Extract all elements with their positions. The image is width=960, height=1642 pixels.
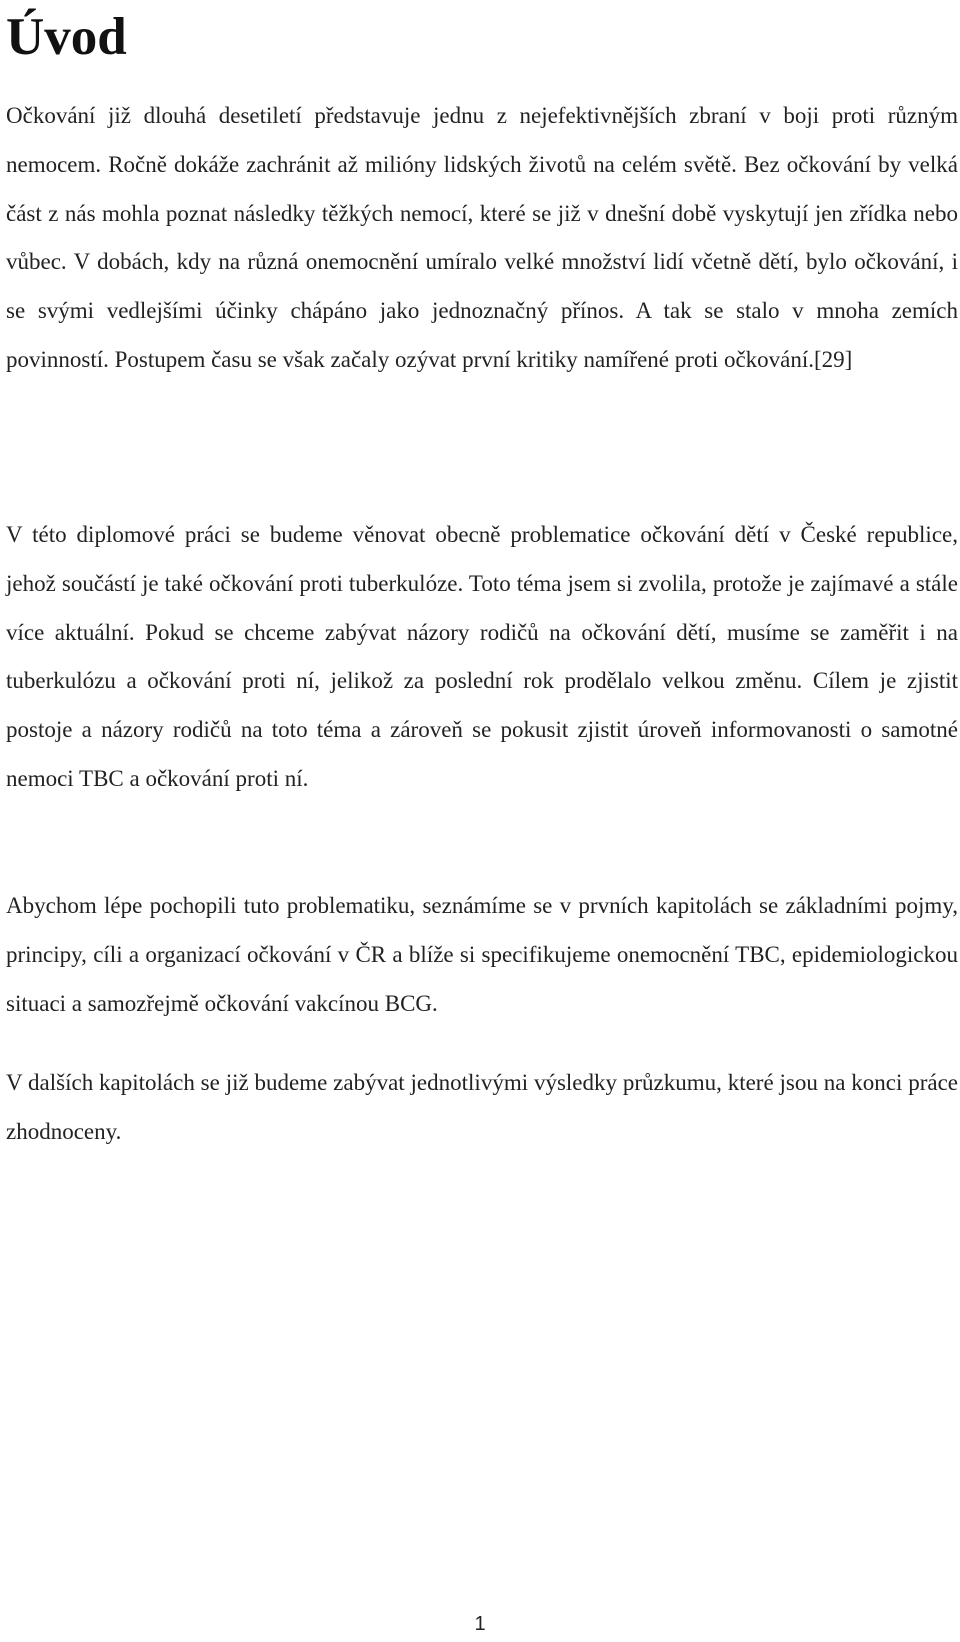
paragraph-3: Abychom lépe pochopili tuto problematiku, seznámíme se v prvních kapitolách se základními pojmy, principy, cíli a organizací očkování v ČR a blíže si specifikujeme onemocnění TBC, epidemiologickou situaci a samozřejmě očkování vakcínou BCG. (6, 893, 958, 1016)
page-title: Úvod (6, 8, 127, 66)
paragraph-1: Očkování již dlouhá desetiletí představuje jednu z nejefektivnějších zbraní v boji proti různým nemocem. Ročně dokáže zachránit až milióny lidských životů na celém světě. Bez očkování by velká část z nás mohla poznat následky těžkých nemocí, které se již v dnešní době vyskytují jen zřídka nebo vůbec. V dobách, kdy na různá onemocnění umíralo velké množství lidí včetně dětí, bylo očkování, i se svými vedlejšími účinky chápáno jako jednoznačný přínos. A tak se stalo v mnoha zemích povinností. Postupem času se však začaly ozývat první kritiky namířené proti očkování.[29] (6, 103, 958, 372)
paragraph-4: V dalších kapitolách se již budeme zabývat jednotlivými výsledky průzkumu, které jsou na konci práce zhodnoceny. (6, 1070, 958, 1144)
page-number: 1 (474, 1613, 486, 1635)
paragraph-2: V této diplomové práci se budeme věnovat obecně problematice očkování dětí v České republice, jehož součástí je také očkování proti tuberkulóze. Toto téma jsem si zvolila, protože je zajímavé a stále více aktuální. Pokud se chceme zabývat názory rodičů na očkování dětí, musíme se zaměřit i na tuberkulózu a očkování proti ní, jelikož za poslední rok prodělalo velkou změnu. Cílem je zjistit postoje a názory rodičů na toto téma a zároveň se pokusit zjistit úroveň informovanosti o samotné nemoci TBC a očkování proti ní. (6, 522, 958, 791)
